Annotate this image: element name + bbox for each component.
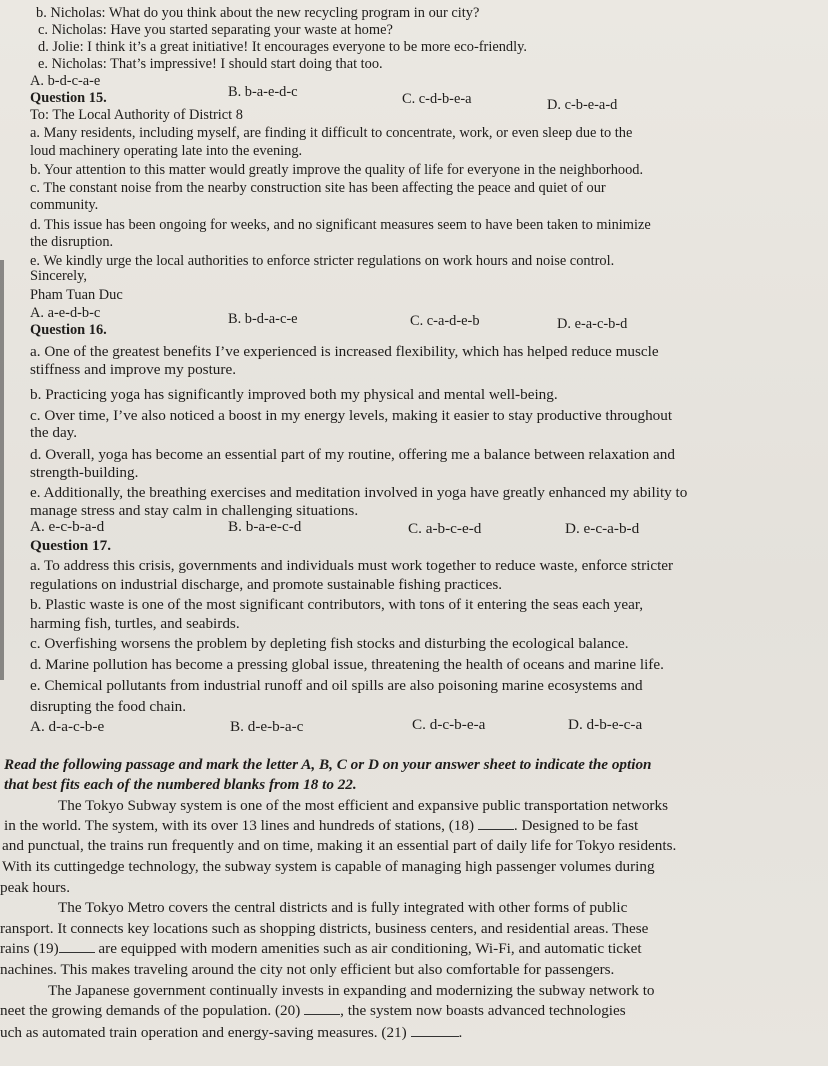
q16-line: a. One of the greatest benefits I’ve experienced is increased flexibility, which has helped reduce muscle [30, 343, 659, 360]
q14-option-b: B. b-a-e-d-c [228, 84, 298, 100]
q17-line: b. Plastic waste is one of the most significant contributors, with tons of it entering the seas each year, [30, 596, 644, 613]
q16-line: d. Overall, yoga has become an essential part of my routine, offering me a balance between relaxation and [30, 446, 675, 463]
q14-line-b: b. Nicholas: What do you think about the new recycling program in our city? [36, 5, 480, 21]
q16-title: Question 16. [30, 322, 107, 338]
passage-text: neet the growing demands of the population. (20) [0, 1002, 301, 1019]
q15-to: To: The Local Authority of District 8 [30, 107, 243, 123]
passage-text: in the world. The system, with its over 13 lines and hundreds of stations, (18) [4, 817, 475, 834]
instruction-line-1: Read the following passage and mark the letter A, B, C or D on your answer sheet to indicate the option [4, 756, 652, 773]
q15-line: a. Many residents, including myself, are finding it difficult to concentrate, work, or even sleep due to the [30, 125, 633, 141]
q16-option-b: B. b-a-e-c-d [228, 518, 302, 535]
passage-p3-line: The Japanese government continually invests in expanding and modernizing the subway network to [48, 982, 655, 999]
q17-line: e. Chemical pollutants from industrial runoff and oil spills are also poisoning marine ecosystems and [30, 677, 643, 694]
q16-option-d: D. e-c-a-b-d [565, 520, 640, 537]
q17-line: disrupting the food chain. [30, 698, 187, 715]
q14-line-e: e. Nicholas: That’s impressive! I should start doing that too. [38, 56, 383, 72]
blank-18 [478, 817, 514, 830]
q16-line: strength-building. [30, 464, 139, 481]
passage-p2-line [0, 940, 642, 957]
q16-line: e. Additionally, the breathing exercises and meditation involved in yoga have greatly enhanced my ability to [30, 484, 688, 501]
q16-line: b. Practicing yoga has significantly improved both my physical and mental well-being. [30, 386, 558, 403]
q17-line: harming fish, turtles, and seabirds. [30, 615, 240, 632]
passage-p3-line [0, 1002, 626, 1019]
q16-line: the day. [30, 424, 78, 441]
q15-line: b. Your attention to this matter would greatly improve the quality of life for everyone in the neighborhood. [30, 162, 644, 178]
passage-text: . [458, 1024, 463, 1041]
q16-option-a: A. e-c-b-a-d [30, 518, 105, 535]
passage-p3-line [0, 1024, 462, 1041]
passage-text: are equipped with modern amenities such as air conditioning, Wi-Fi, and automatic ticket [94, 940, 642, 957]
q16-option-c: C. a-b-c-e-d [408, 520, 482, 537]
passage-p2-line: nachines. This makes traveling around the city not only efficient but also comfortable for passengers. [0, 961, 615, 978]
passage-p1-line: The Tokyo Subway system is one of the most efficient and expansive public transportation networks [58, 797, 668, 814]
q15-title: Question 15. [30, 90, 107, 106]
q16-line: manage stress and stay calm in challenging situations. [30, 502, 359, 519]
passage-p2-line: ransport. It connects key locations such as shopping districts, business centers, and residential areas. These [0, 920, 649, 937]
q15-option-a: A. a-e-d-b-c [30, 305, 101, 321]
q15-option-c: C. c-a-d-e-b [410, 313, 480, 329]
instruction-line-2: that best fits each of the numbered blanks from 18 to 22. [4, 776, 357, 793]
q14-option-a: A. b-d-c-a-e [30, 73, 101, 89]
passage-text: , the system now boasts advanced technologies [340, 1002, 626, 1019]
q15-sincerely: Sincerely, [30, 268, 88, 284]
blank-19 [59, 940, 95, 953]
q14-line-c: c. Nicholas: Have you started separating your waste at home? [38, 22, 393, 38]
binding-shadow [0, 260, 4, 680]
q15-line: c. The constant noise from the nearby construction site has been affecting the peace and quiet of our [30, 180, 606, 196]
q17-line: a. To address this crisis, governments and individuals must work together to reduce waste, enforce stricter [30, 557, 674, 574]
passage-p1-line: With its cuttingedge technology, the subway system is capable of managing high passenger volumes during [2, 858, 655, 875]
q15-line: loud machinery operating late into the evening. [30, 143, 303, 159]
passage-p1-line [4, 817, 638, 834]
q15-line: community. [30, 197, 99, 213]
q16-line: c. Over time, I’ve also noticed a boost in my energy levels, making it easier to stay productive throughout [30, 407, 673, 424]
q15-line: d. This issue has been ongoing for weeks, and no significant measures seem to have been taken to minimize [30, 217, 651, 233]
q17-option-c: C. d-c-b-e-a [412, 716, 486, 733]
q17-option-b: B. d-e-b-a-c [230, 718, 304, 735]
q15-option-d: D. e-a-c-b-d [557, 316, 628, 332]
q17-line: regulations on industrial discharge, and promote sustainable fishing practices. [30, 576, 503, 593]
passage-p2-line: The Tokyo Metro covers the central districts and is fully integrated with other forms of public [58, 899, 628, 916]
q15-line: the disruption. [30, 234, 114, 250]
q17-line: c. Overfishing worsens the problem by depleting fish stocks and disturbing the ecological balance. [30, 635, 629, 652]
q17-option-a: A. d-a-c-b-e [30, 718, 105, 735]
q14-option-d: D. c-b-e-a-d [547, 97, 618, 113]
q15-line: e. We kindly urge the local authorities to enforce stricter regulations on work hours and noise control. [30, 253, 615, 269]
q17-title: Question 17. [30, 537, 112, 554]
blank-21 [411, 1024, 459, 1037]
q15-option-b: B. b-d-a-c-e [228, 311, 298, 327]
q15-signature: Pham Tuan Duc [30, 287, 123, 303]
q17-line: d. Marine pollution has become a pressing global issue, threatening the health of oceans and marine life. [30, 656, 664, 673]
passage-text: uch as automated train operation and energy-saving measures. (21) [0, 1024, 407, 1041]
q17-option-d: D. d-b-e-c-a [568, 716, 643, 733]
blank-20 [304, 1002, 340, 1015]
q16-line: stiffness and improve my posture. [30, 361, 236, 378]
q14-line-d: d. Jolie: I think it’s a great initiative! It encourages everyone to be more eco-friendly. [38, 39, 527, 55]
passage-p1-line: and punctual, the trains run frequently and on time, making it an essential part of daily life for Tokyo residents. [2, 837, 677, 854]
passage-p1-line: peak hours. [0, 879, 71, 896]
passage-text: rains (19) [0, 940, 59, 957]
passage-text: . Designed to be fast [513, 817, 639, 834]
q14-option-c: C. c-d-b-e-a [402, 91, 472, 107]
